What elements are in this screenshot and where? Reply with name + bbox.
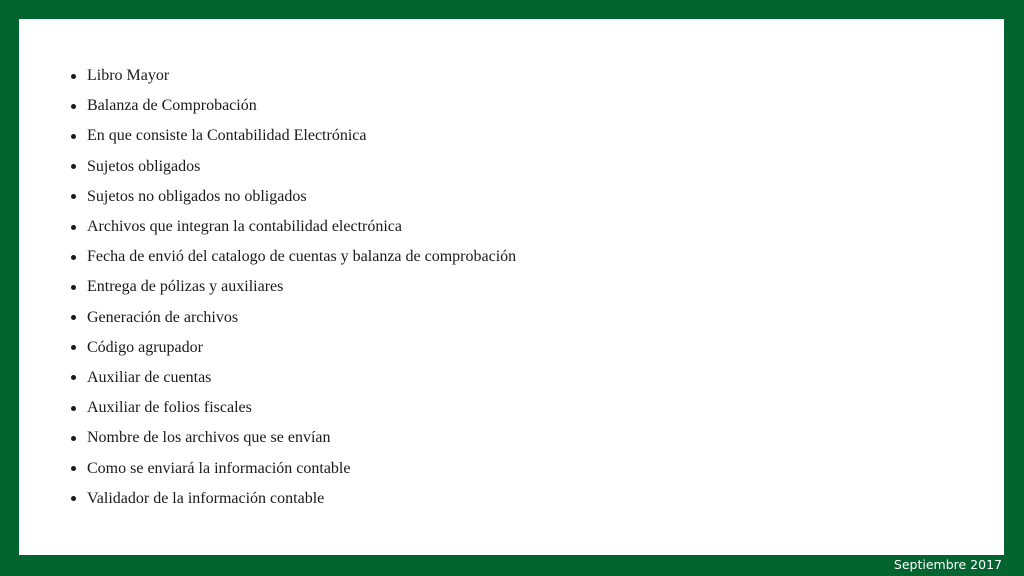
list-item — [69, 91, 516, 121]
bullet-icon — [71, 315, 76, 320]
list-item — [69, 242, 516, 272]
list-item-text: Entrega de pólizas y auxiliares — [87, 278, 284, 296]
list-item — [69, 333, 516, 363]
list-item — [69, 212, 516, 242]
bullet-icon — [71, 225, 76, 230]
list-item-text: Generación de archivos — [87, 308, 239, 326]
list-item-text: Auxiliar de cuentas — [87, 368, 212, 386]
list-item-text: Libro Mayor — [87, 67, 170, 85]
bullet-icon — [71, 134, 76, 139]
list-item-text: Balanza de Comprobación — [87, 97, 257, 115]
list-item — [69, 152, 516, 182]
list-item-text: Código agrupador — [87, 338, 203, 356]
list-item-text: Sujetos obligados — [87, 157, 201, 175]
bullet-icon — [71, 104, 76, 109]
list-item-text: Como se enviará la información contable — [87, 459, 351, 477]
footer-date: Septiembre 2017 — [893, 557, 1002, 572]
bullet-icon — [71, 255, 76, 260]
list-item-text: Archivos que integran la contabilidad electrónica — [87, 218, 402, 236]
bullet-icon — [71, 345, 76, 350]
bullet-icon — [71, 164, 76, 169]
list-item — [69, 363, 516, 393]
bullet-icon — [71, 466, 76, 471]
slide-content — [19, 19, 1004, 555]
list-item — [69, 272, 516, 302]
list-item — [69, 393, 516, 423]
bullet-icon — [71, 194, 76, 199]
list-item-text: Sujetos no obligados no obligados — [87, 187, 307, 205]
list-item-text: Auxiliar de folios fiscales — [87, 399, 252, 417]
list-item-text: Validador de la información contable — [87, 489, 325, 507]
list-item-text: Fecha de envió del catalogo de cuentas y balanza de comprobación — [87, 248, 517, 266]
list-item — [69, 423, 516, 453]
bullet-icon — [71, 436, 76, 441]
bullet-icon — [71, 406, 76, 411]
list-item-text: En que consiste la Contabilidad Electrónica — [87, 127, 367, 145]
bullet-icon — [71, 496, 76, 501]
bullet-icon — [71, 285, 76, 290]
bullet-icon — [71, 74, 76, 79]
list-item — [69, 121, 516, 151]
bullet-icon — [71, 375, 76, 380]
list-item — [69, 453, 516, 483]
list-item — [69, 61, 516, 91]
list-item — [69, 303, 516, 333]
list-item — [69, 484, 516, 514]
list-item — [69, 182, 516, 212]
list-item-text: Nombre de los archivos que se envían — [87, 429, 331, 447]
topic-list — [69, 61, 516, 514]
